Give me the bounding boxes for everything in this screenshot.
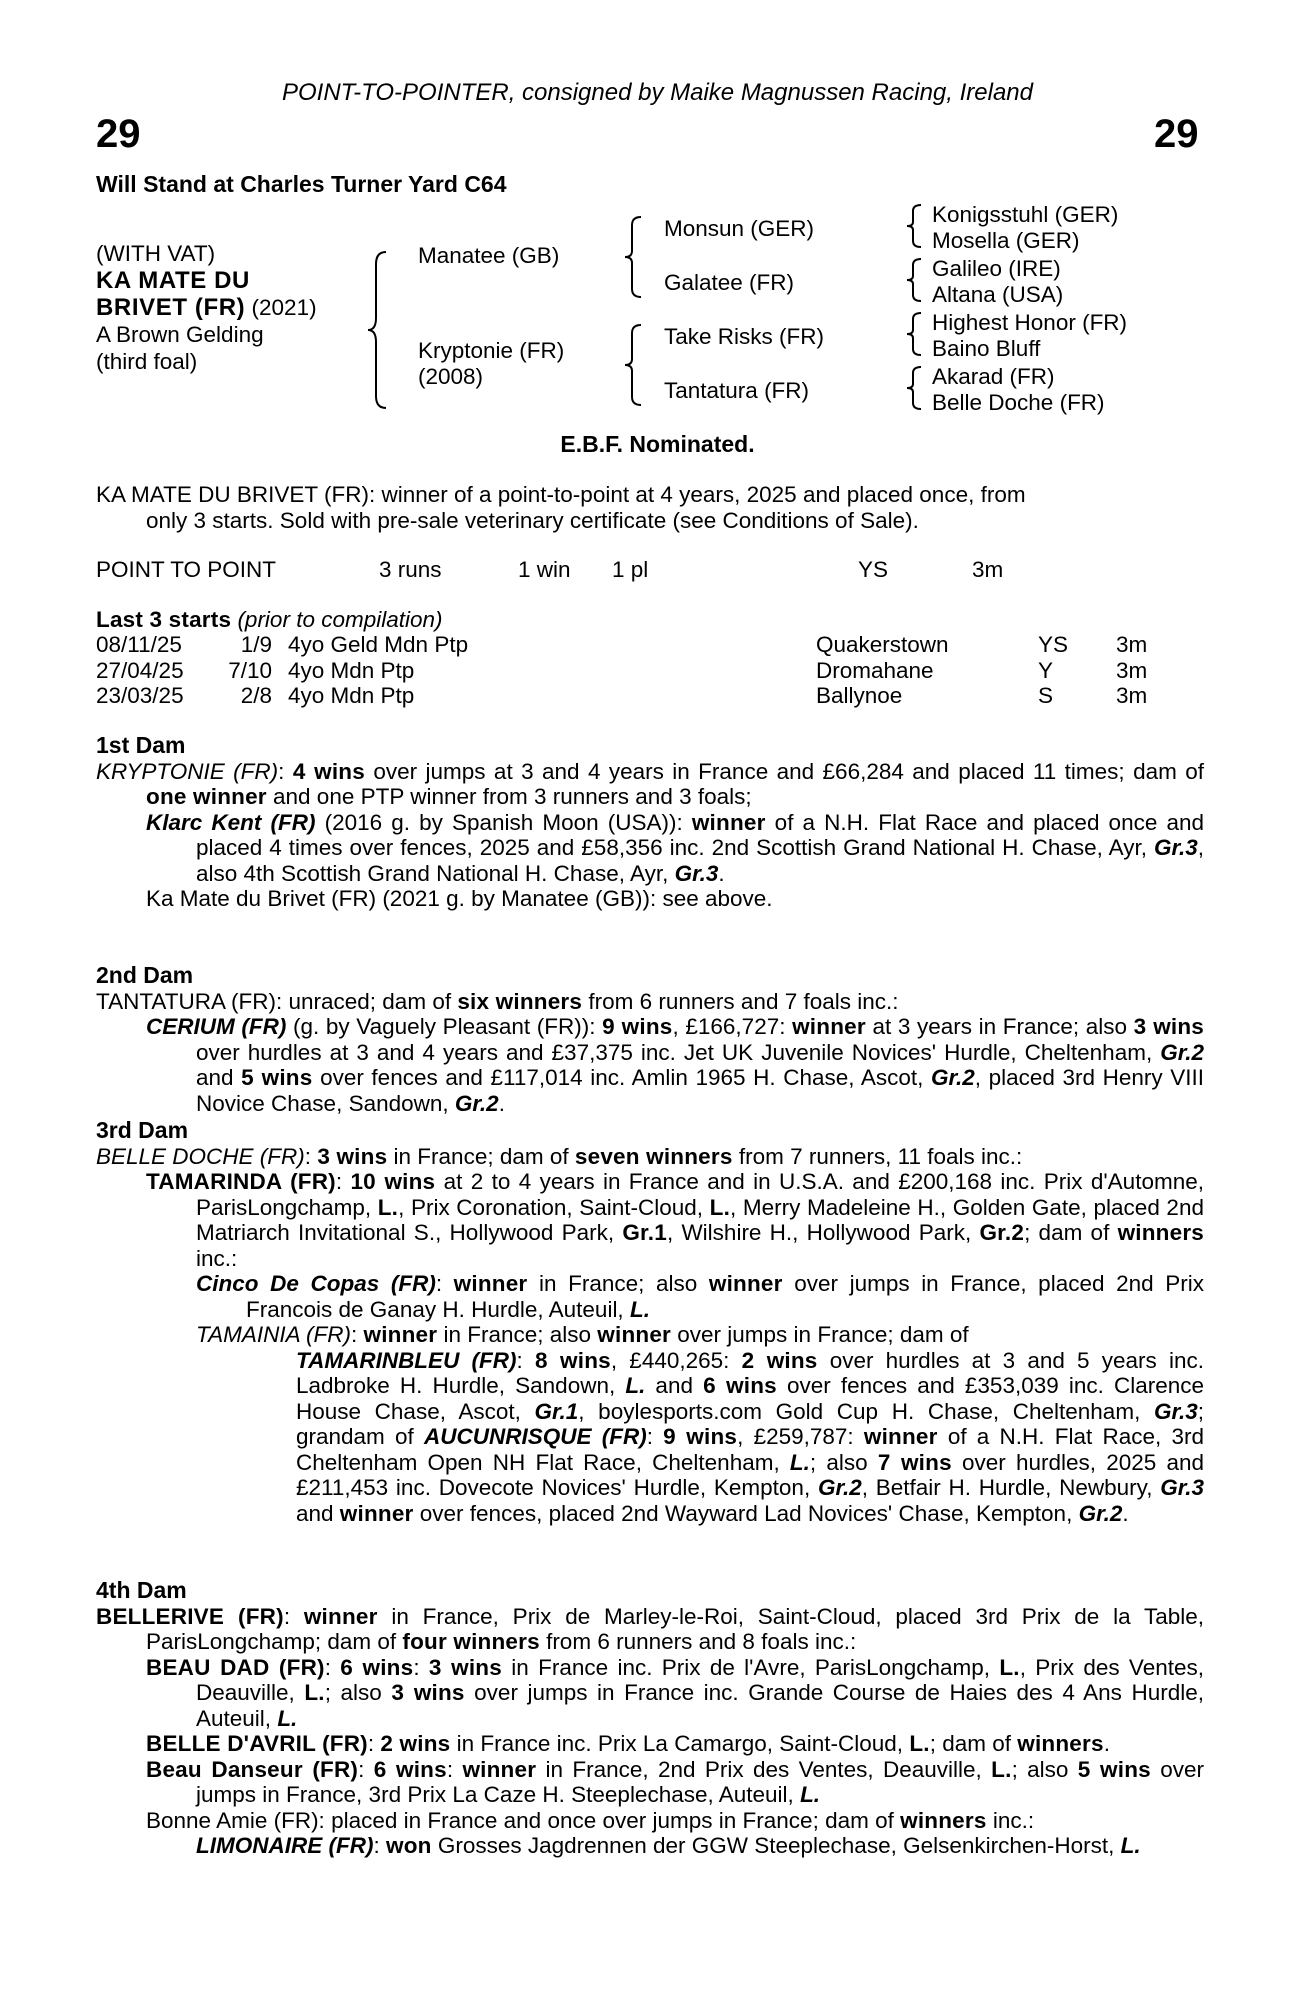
last-starts-title: Last 3 starts (96, 607, 232, 632)
ptp-going: YS (858, 557, 889, 582)
start-dist: 3m (1116, 632, 1148, 657)
pedigree-brace-g3-3 (905, 311, 923, 357)
dam2-entry: TANTATURA (FR): unraced; dam of six winners from 6 runners and 7 foals inc.: (96, 988, 899, 1014)
pedigree-gen3: Akarad (FR) (932, 364, 1055, 389)
dam3-grandprogeny-1: Cinco De Copas (FR): winner in France; also winner over jumps in France, placed 2nd Prix Francois de Ganay H. Hurdle, Auteuil, L. (196, 1271, 1204, 1322)
dam2-title: 2nd Dam (96, 962, 194, 988)
ptp-distance: 3m (972, 557, 1004, 582)
pedigree-gen3: Highest Honor (FR) (932, 310, 1128, 335)
dam4-entry: BELLERIVE (FR): winner in France, Prix de Marley-le-Roi, Saint-Cloud, placed 3rd Prix de la Table, ParisLongchamp; dam of four winners from 6 runners and 8 foals inc.: (96, 1603, 1204, 1654)
start-date: 08/11/25 (96, 632, 182, 657)
vat-label: (WITH VAT) (96, 241, 216, 266)
summary-line-1: KA MATE DU BRIVET (FR): winner of a point-to-point at 4 years, 2025 and placed once, from (96, 482, 1026, 507)
progeny-name: Klarc Kent (FR) (146, 809, 316, 835)
start-going: S (1038, 683, 1054, 708)
dam4-progeny-1: BEAU DAD (FR): 6 wins: 3 wins in France inc. Prix de l'Avre, ParisLongchamp, L., Prix des Ventes, Deauville, L.; also 3 wins over jumps in France inc. Grande Course de Haies des 4 Ans Hurdle, Auteuil, L. (146, 1654, 1204, 1731)
dam4-title: 4th Dam (96, 1577, 187, 1603)
dam1-title: 1st Dam (96, 732, 186, 758)
pedigree-dam-year: (2008) (418, 364, 484, 389)
dam3-entry: BELLE DOCHE (FR): 3 wins in France; dam of seven winners from 7 runners, 11 foals inc.: (96, 1143, 1023, 1169)
progeny-name: Beau Danseur (FR) (146, 1756, 359, 1782)
pedigree-gen3: Galileo (IRE) (932, 256, 1061, 281)
pedigree-brace-g3-1 (905, 203, 923, 249)
horse-year: (2021) (251, 295, 317, 320)
pedigree-dam-sire: Take Risks (FR) (664, 324, 825, 349)
dam3-grandprogeny-2: TAMAINIA (FR): winner in France; also winner over jumps in France; dam of (196, 1322, 969, 1347)
last-starts-heading (96, 607, 1204, 633)
progeny-name: TAMARINDA (FR) (146, 1169, 336, 1194)
last-start-row (96, 658, 1204, 683)
dam4-grandprogeny-1: LIMONAIRE (FR): won Grosses Jagdrennen der GGW Steeplechase, Gelsenkirchen-Horst, L. (196, 1833, 1141, 1858)
horse-name-line1: KA MATE DU (96, 267, 250, 294)
horse-info (96, 240, 317, 375)
start-pos: 7/10 (228, 657, 272, 683)
pedigree-dam-dam: Tantatura (FR) (664, 378, 810, 403)
ptp-runs: 3 runs (379, 557, 442, 582)
start-date: 27/04/25 (96, 657, 184, 683)
pedigree-gen3: Baino Bluff (932, 336, 1041, 361)
ptp-wins: 1 win (518, 557, 571, 582)
pedigree-sire: Manatee (GB) (418, 243, 560, 268)
pedigree-brace-sire (623, 215, 643, 299)
summary-paragraph (96, 482, 1204, 533)
ptp-label: POINT TO POINT (96, 557, 277, 582)
pedigree-sire-dam: Galatee (FR) (664, 270, 795, 295)
progeny-name: LIMONAIRE (FR) (196, 1833, 374, 1858)
start-race: 4yo Geld Mdn Ptp (288, 632, 469, 657)
start-course: Ballynoe (816, 683, 903, 708)
pedigree-sire-sire: Monsun (GER) (664, 216, 815, 241)
progeny-name: TAMARINBLEU (FR) (296, 1347, 517, 1373)
dam3-progeny-1: TAMARINDA (FR): 10 wins at 2 to 4 years in France and in U.S.A. and £200,168 inc. Prix d'Automne, ParisLongchamp, L., Prix Coronation, Saint-Cloud, L., Merry Madeleine H., Golden Gate, placed 2nd Matriarch Invitational S., Hollywood Park, Gr.1, Wilshire H., Hollywood Park, Gr.2; dam of winners inc.: (146, 1169, 1204, 1271)
dam1-section (96, 733, 1204, 912)
last-start-row (96, 683, 1204, 708)
start-going: YS (1038, 632, 1069, 657)
start-dist: 3m (1116, 683, 1148, 708)
dam3-section (96, 1118, 1204, 1526)
dam2-progeny-1: CERIUM (FR) (g. by Vaguely Pleasant (FR)): 9 wins, £166,727: winner at 3 years in France; also 3 wins over hurdles at 3 and 4 years and £37,375 inc. Jet UK Juvenile Novices' Hurdle, Cheltenham, Gr.2 and 5 wins over fences and £117,014 inc. Amlin 1965 H. Chase, Ascot, Gr.2, placed 3rd Henry VIII Novice Chase, Sandown, Gr.2. (146, 1014, 1205, 1116)
pedigree-brace-gen1 (366, 250, 388, 410)
dam3-title: 3rd Dam (96, 1117, 189, 1143)
dam1-progeny-2: Ka Mate du Brivet (FR) (2021 g. by Manatee (GB)): see above. (146, 886, 773, 911)
horse-description: A Brown Gelding (96, 322, 264, 347)
start-date: 23/03/25 (96, 683, 184, 708)
start-going: Y (1038, 657, 1054, 683)
pedigree-brace-g3-4 (905, 365, 923, 411)
stand-location: Will Stand at Charles Turner Yard C64 (96, 171, 507, 197)
progeny-name: BELLE D'AVRIL (FR) (146, 1731, 368, 1756)
dam4-progeny-4: Bonne Amie (FR): placed in France and once over jumps in France; dam of winners inc.: (146, 1807, 1035, 1833)
foal-number: (third foal) (96, 349, 198, 374)
ptp-placed: 1 pl (612, 557, 649, 582)
dam4-progeny-2: BELLE D'AVRIL (FR): 2 wins in France inc. Prix La Camargo, Saint-Cloud, L.; dam of winners. (146, 1731, 1110, 1756)
start-race: 4yo Mdn Ptp (288, 657, 415, 683)
consignor-line: POINT-TO-POINTER, consigned by Maike Magnussen Racing, Ireland (282, 79, 1033, 106)
pedigree-brace-dam (623, 323, 643, 407)
progeny-name: Cinco De Copas (FR) (196, 1271, 436, 1296)
progeny-name: TAMAINIA (FR) (196, 1322, 351, 1347)
start-course: Quakerstown (816, 632, 949, 657)
last-start-row (96, 632, 1204, 657)
ebf-nominated: E.B.F. Nominated. (560, 431, 755, 457)
dam3-name: BELLE DOCHE (FR) (96, 1143, 305, 1169)
start-dist: 3m (1116, 657, 1148, 683)
pedigree-gen3: Altana (USA) (932, 282, 1064, 307)
ptp-record (96, 557, 1204, 582)
progeny-name: BEAU DAD (FR) (146, 1654, 325, 1680)
lot-number-right: 29 (1154, 112, 1199, 156)
pedigree-gen3: Belle Doche (FR) (932, 390, 1105, 415)
dam4-name: BELLERIVE (FR) (96, 1603, 284, 1629)
start-pos: 2/8 (240, 683, 272, 708)
dam3-great-grandprogeny: TAMARINBLEU (FR): 8 wins, £440,265: 2 wins over hurdles at 3 and 5 years inc. Ladbroke H. Hurdle, Sandown, L. and 6 wins over fences and £353,039 inc. Clarence House Chase, Ascot, Gr.1, boylesports.com Gold Cup H. Chase, Cheltenham, Gr.3; grandam of AUCUNRISQUE (FR): 9 wins, £259,787: winner of a N.H. Flat Race, 3rd Cheltenham Open NH Flat Race, Cheltenham, L.; also 7 wins over hurdles, 2025 and £211,453 inc. Dovecote Novices' Hurdle, Kempton, Gr.2, Betfair H. Hurdle, Newbury, Gr.3 and winner over fences, placed 2nd Wayward Lad Novices' Chase, Kempton, Gr.2. (296, 1347, 1205, 1526)
dam1-entry: KRYPTONIE (FR): 4 wins over jumps at 3 and 4 years in France and £66,284 and placed 11 times; dam of one winner and one PTP winner from 3 runners and 3 foals; (96, 758, 1204, 809)
lot-number-left: 29 (96, 112, 141, 156)
start-course: Dromahane (816, 657, 934, 683)
dam1-name: KRYPTONIE (FR) (96, 758, 279, 784)
last-starts-subtitle: (prior to compilation) (237, 607, 443, 632)
start-pos: 1/9 (240, 632, 272, 657)
dam4-progeny-3: Beau Danseur (FR): 6 wins: winner in France, 2nd Prix des Ventes, Deauville, L.; also 5 wins over jumps in France, 3rd Prix La Caze H. Steeplechase, Auteuil, L. (146, 1756, 1204, 1807)
dam1-progeny-1: Klarc Kent (FR) (2016 g. by Spanish Moon (USA)): winner of a N.H. Flat Race and placed once and placed 4 times over fences, 2025 and £58,356 inc. 2nd Scottish Grand National H. Chase, Ayr, Gr.3, also 4th Scottish Grand National H. Chase, Ayr, Gr.3. (146, 809, 1204, 886)
start-race: 4yo Mdn Ptp (288, 683, 415, 708)
progeny-name: CERIUM (FR) (146, 1014, 287, 1039)
horse-name-line2: BRIVET (FR) (96, 294, 246, 321)
dam2-section (96, 963, 1204, 1116)
pedigree-brace-g3-2 (905, 257, 923, 303)
pedigree-gen3: Konigsstuhl (GER) (932, 202, 1119, 227)
pedigree-gen3: Mosella (GER) (932, 228, 1080, 253)
pedigree-dam: Kryptonie (FR) (418, 338, 565, 363)
summary-line-2: only 3 starts. Sold with pre-sale veterinary certificate (see Conditions of Sale). (146, 507, 919, 533)
dam4-section (96, 1578, 1204, 1859)
